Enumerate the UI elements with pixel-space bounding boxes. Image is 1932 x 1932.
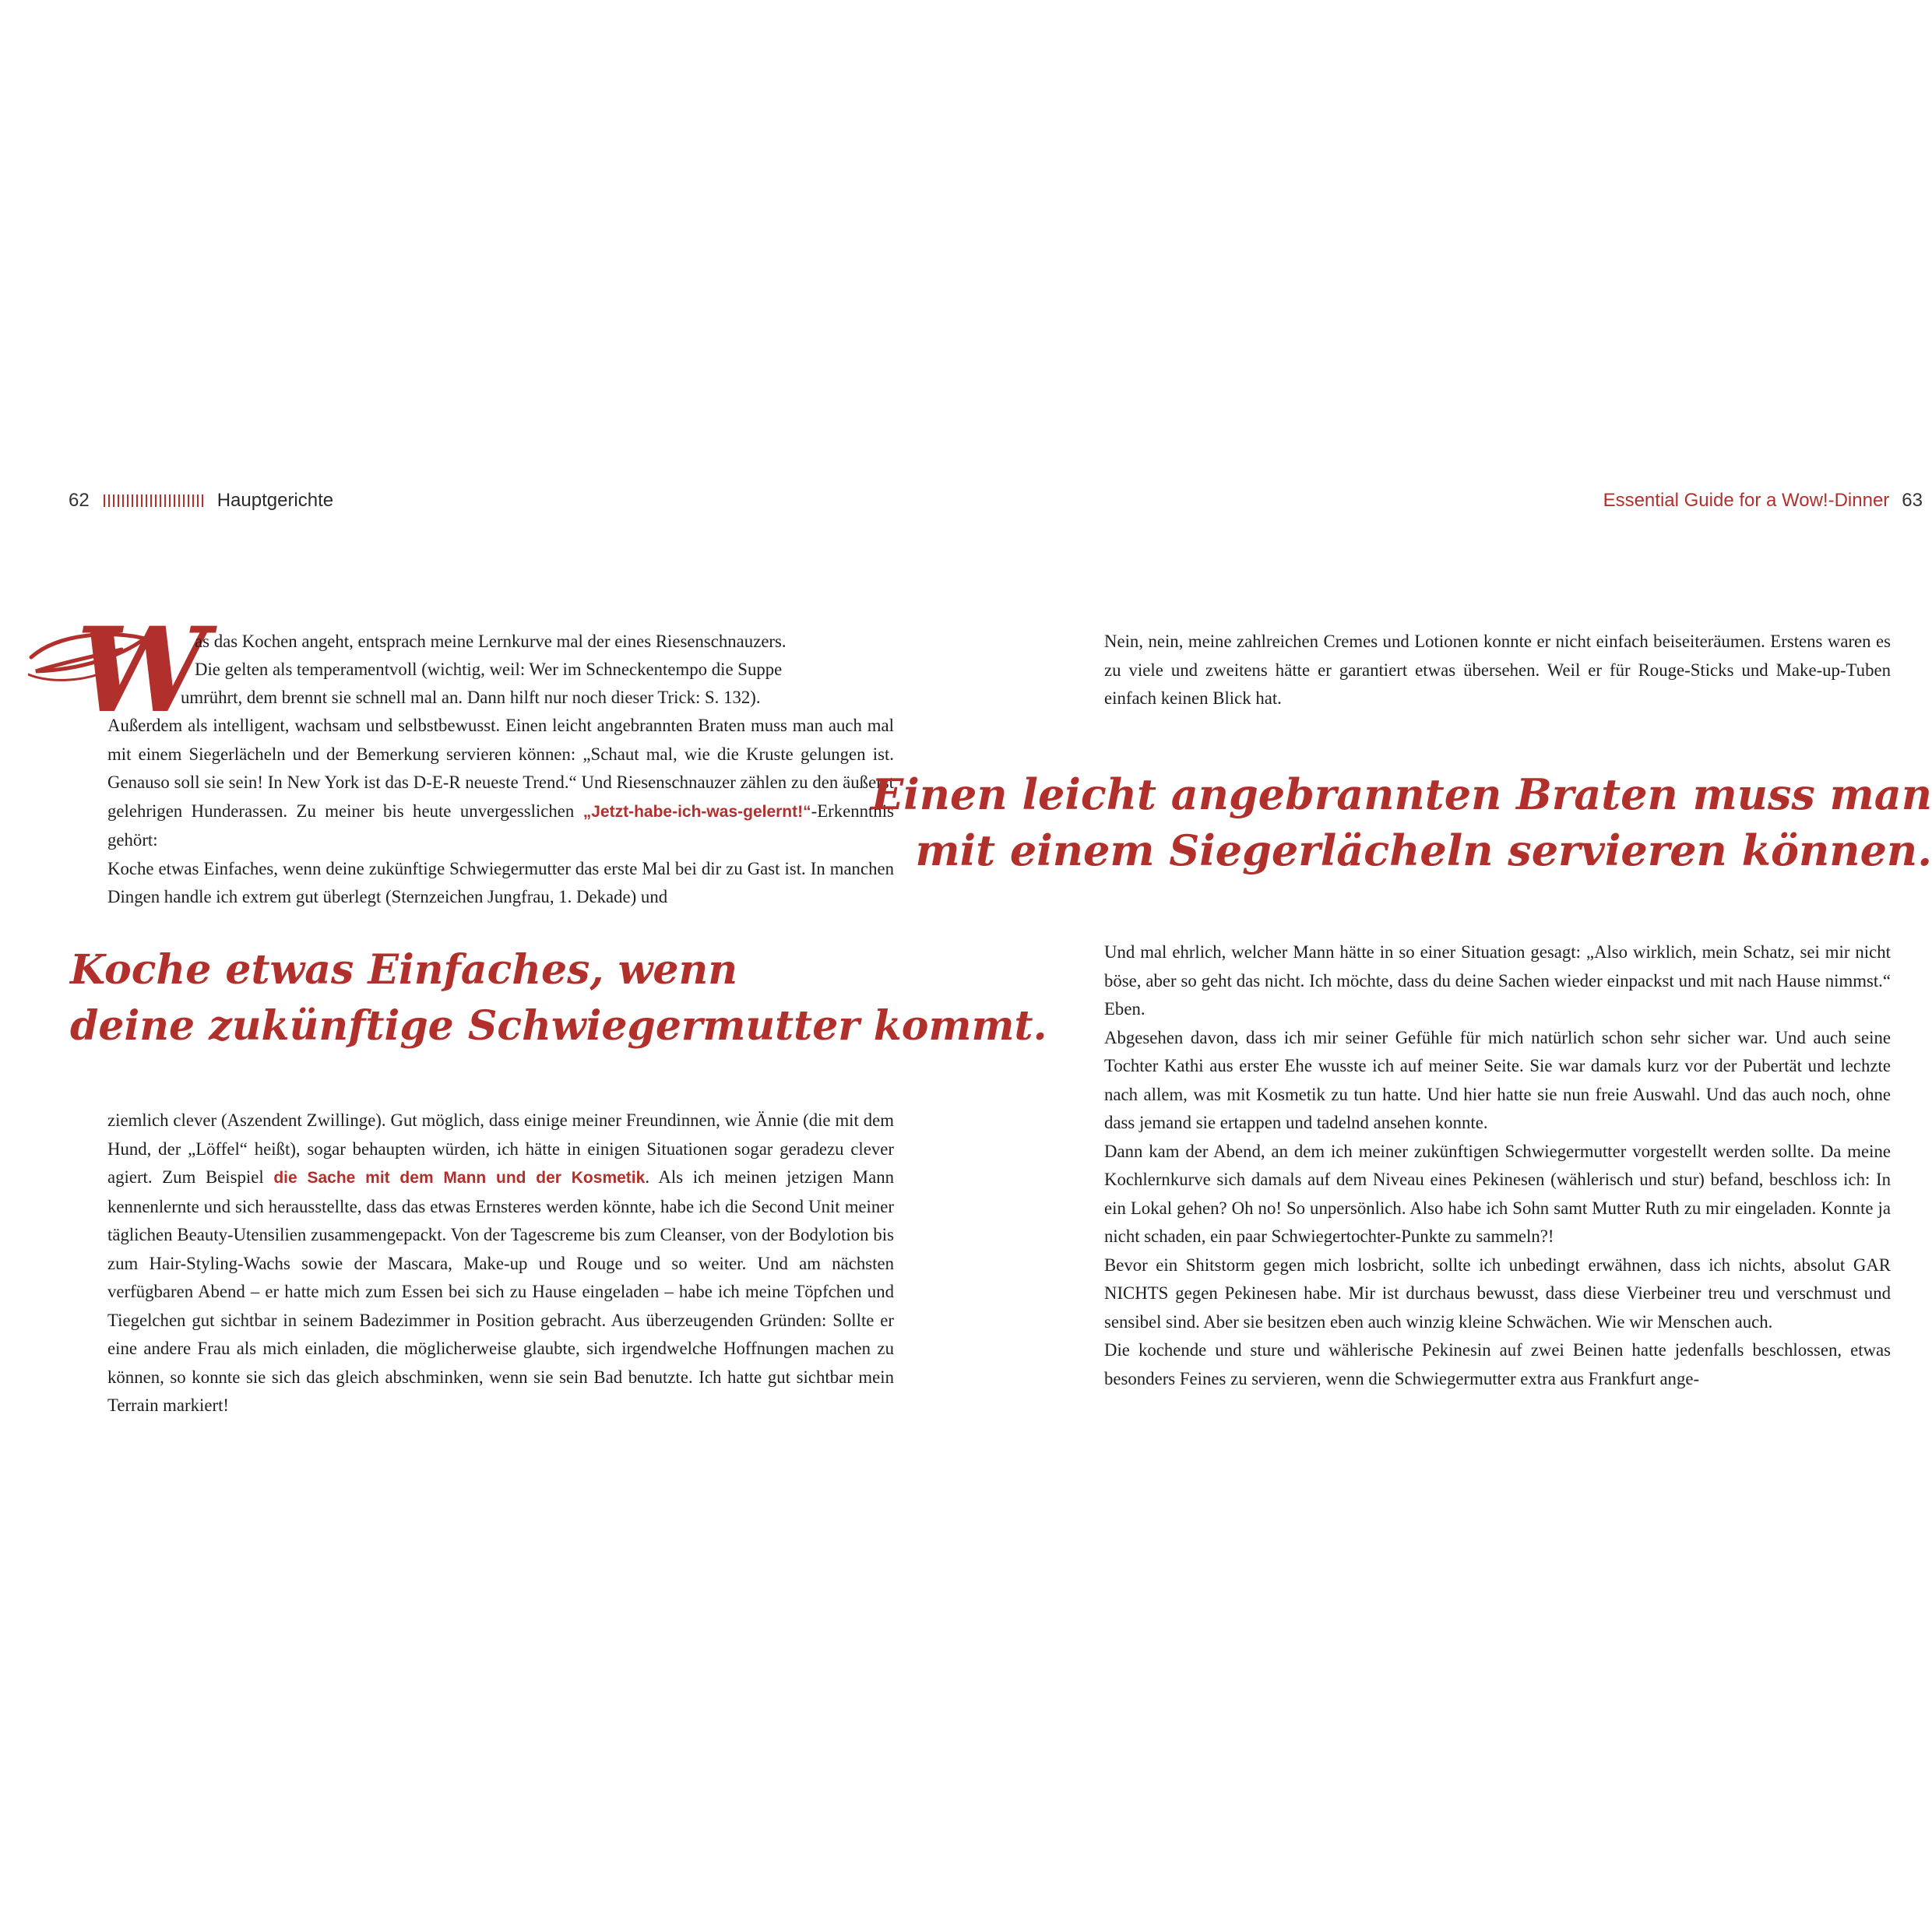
right-body-bottom (1104, 938, 1891, 1393)
left-paragraph-3-text: ziemlich clever (Aszendent Zwillinge). Gut möglich, dass einige meiner Freundinnen, wie Ännie (die mit dem Hund, der „Löffel“ heißt), sogar behaupten würden, ich hätte in einigen Situationen sogar geradezu clever agiert. Zum Beispiel (107, 1110, 894, 1187)
left-paragraph-2: Koche etwas Einfaches, wenn deine zukünftige Schwiegermutter das erste Mal bei dir zu Gast ist. In manchen Dingen handle ich extrem gut überlegt (Sternzeichen Jungfrau, 1. Dekade) und (107, 858, 894, 906)
intro-lines-3 (181, 684, 894, 713)
left-paragraph-3 (107, 1107, 894, 1420)
left-body-bottom (107, 1107, 894, 1420)
right-paragraph-3: Abgesehen davon, dass ich mir seiner Gefühle für mich natürlich schon sehr sicher war. Und auch seine Tochter Kathi aus erster Ehe wusste ich auf meiner Seite. Sie war damals kurz vor der Pubertät und lechzte nach allem, was mit Kosmetik zu tun hatte. Und hier hatte sie nun freie Auswahl. Und das auch noch, ohne dass jemand sie ertappen und tadelnd ansehen konnte. (1104, 1027, 1891, 1132)
page-number-left: 62 (69, 490, 90, 511)
left-running-header (69, 487, 333, 514)
pull-quote-right-line-1: Einen leicht angebrannten Braten muss man (871, 769, 1932, 819)
left-paragraph-1-text: Außerdem als intelligent, wachsam und selbstbewusst. Einen leicht angebrannten Braten muss man auch mal mit einem Siegerlächeln und der Bemerkung servieren können: „Schaut mal, wie die Kruste gelungen ist. Genauso soll sie sein! In New York ist das D-E-R neueste Trend.“ Und Riesenschnauzer zählen zu den äußerst gelehrigen Hunderassen. Zu meiner bis heute unvergesslichen (107, 716, 894, 821)
left-paragraph-1 (107, 712, 894, 855)
pull-quote-left (70, 942, 1047, 1054)
left-paragraph-1-tail: -Erkenntnis gehört: (107, 801, 894, 850)
intro-line-3: umrührt, dem brennt sie schnell mal an. Dann hilft nur noch dieser Trick: S. 132). (181, 688, 761, 707)
right-paragraph-1: Nein, nein, meine zahlreichen Cremes und Lotionen konnte er nicht einfach beiseiteräumen. Erstens waren es zu viele und zweitens hätte er garantiert etwas übersehen. Weil er für Rouge-Sticks und Make-up-Tuben einfach keinen Blick hat. (1104, 632, 1891, 708)
intro-lines-2 (195, 656, 894, 684)
pull-quote-left-line-2: deine zukünftige Schwiegermutter kommt. (70, 1002, 1047, 1050)
intro-line-1: as das Kochen angeht, entsprach meine Lernkurve mal der eines Riesenschnauzers. (195, 632, 787, 651)
section-title: Hauptgerichte (216, 490, 334, 511)
right-paragraph-2: Und mal ehrlich, welcher Mann hätte in so einer Situation gesagt: „Also wirklich, mein Schatz, sei mir nicht böse, aber so geht das nicht. Ich möchte, dass du deine Sachen wieder einpackst und mit nach Hause nimmst.“ Eben. (1104, 942, 1891, 1019)
right-running-header (1603, 487, 1923, 514)
left-paragraph-3-tail: . Als ich meinen jetzigen Mann kennenlernte und sich herausstellte, dass das etwas Ernsteres werden könnte, habe ich die Second Unit meiner täglichen Beauty-Utensilien zusammengepackt. Von der Tagescreme bis zum Cleanser, von der Bodylotion bis zum Hair-Styling-Wachs sowie der Mascara, Make-up und Rouge und so weiter. Und am nächsten verfügbaren Abend – er hatte mich zum Essen bei sich zu Hause eingeladen – habe ich meine Töpfchen und Tiegelchen gut sichtbar in seinem Badezimmer in Position gebracht. Aus überzeugenden Gründen: Sollte er eine andere Frau als mich einladen, die möglicherweise glaubte, sich irgendwelche Hoffnungen machen zu können, so konnte sie sich das gleich abschminken, wenn sie sein Bad benutzte. Ich hatte gut sichtbar mein Terrain markiert! (107, 1167, 894, 1415)
page-number-right: 63 (1902, 490, 1923, 511)
intro-line-2: Die gelten als temperamentvoll (wichtig, weil: Wer im Schneckentempo die Suppe (195, 660, 783, 679)
drop-cap-letter: W (76, 602, 208, 739)
inline-highlight-cosmetics: die Sache mit dem Mann und der Kosmetik (273, 1169, 646, 1187)
pull-quote-right (871, 766, 1932, 878)
right-body-top (1104, 628, 1891, 713)
pull-quote-left-line-1: Koche etwas Einfaches, wenn (70, 946, 738, 994)
decorative-hatch-rule (104, 494, 203, 507)
right-paragraph-6: Die kochende und sture und wählerische Pekinesin auf zwei Beinen hatte jedenfalls beschlossen, etwas besonders Feines zu servieren, wenn die Schwiegermutter extra aus Frankfurt ange- (1104, 1340, 1891, 1388)
right-page (871, 0, 1932, 1932)
right-paragraph-5: Bevor ein Shitstorm gegen mich losbricht, sollte ich unbedingt erwähnen, dass ich nichts, absolut GAR NICHTS gegen Pekinesen habe. Mir ist durchaus bewusst, dass diese Vierbeiner treu und verschmust und sensibel sind. Aber sie besitzen eben auch winzig kleine Schwächen. Wie wir Menschen auch. (1104, 1255, 1891, 1332)
inline-highlight-learned: „Jetzt-habe-ich-was-gelernt!“ (582, 802, 811, 821)
right-paragraph-4: Dann kam der Abend, an dem ich meiner zukünftigen Schwiegermutter vorgestellt werden sollte. Da meine Kochlernkurve sich damals auf dem Niveau eines Pekinesen (wählerisch und stur) befand, beschloss ich: In ein Lokal gehen? Oh no! So unpersönlich. Also habe ich Sohn samt Mutter Ruth zu mir eingeladen. Konnte ja nicht schaden, ein paar Schwiegertochter-Punkte zu sammeln?! (1104, 1141, 1891, 1246)
pull-quote-right-line-2: mit einem Siegerlächeln servieren können. (915, 825, 1932, 875)
book-title: Essential Guide for a Wow!-Dinner (1603, 490, 1890, 511)
intro-lines (195, 628, 894, 656)
left-body-top (107, 712, 894, 912)
